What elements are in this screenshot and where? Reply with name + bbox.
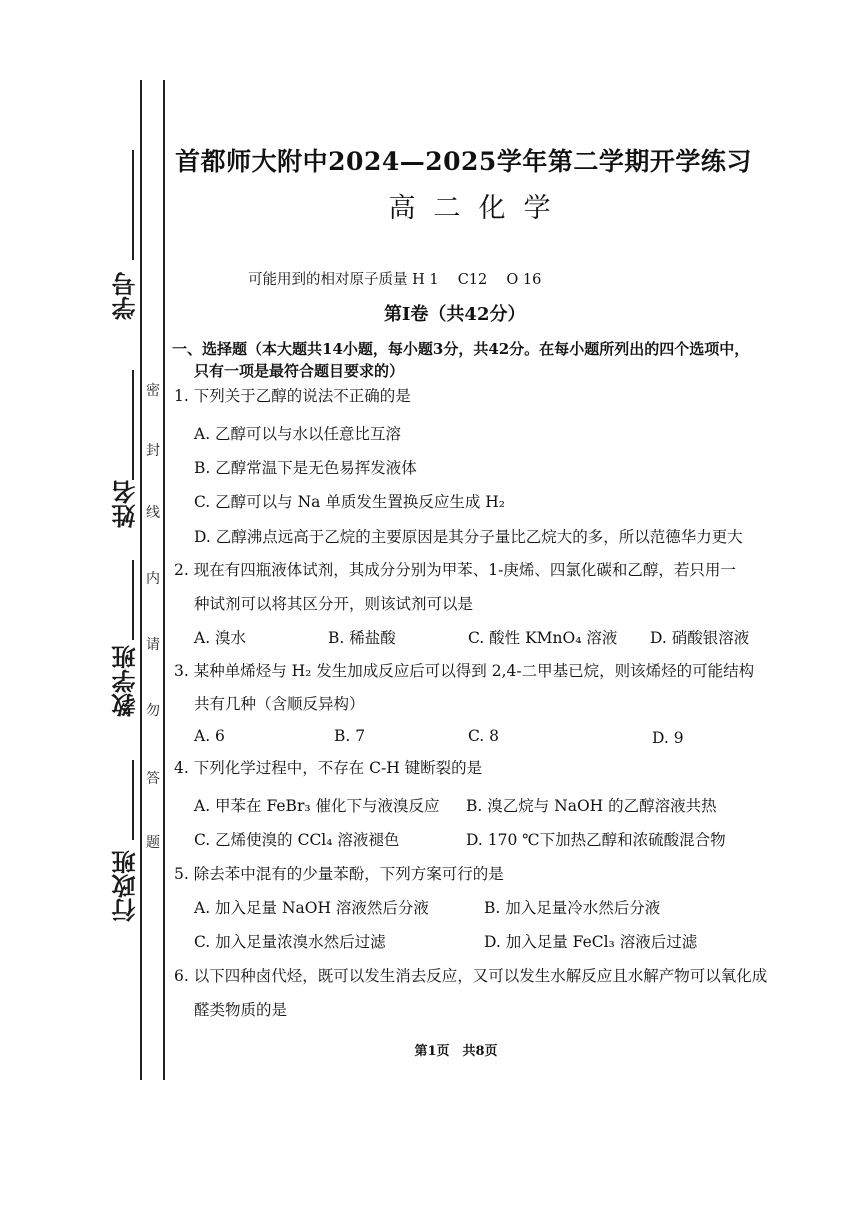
- q1-option-d: D. 乙醇沸点远高于乙烷的主要原因是其分子量比乙烷大的多，所以范德华力更大: [194, 528, 743, 546]
- binding-line-inner: [163, 80, 165, 1080]
- q3-option-b: B. 7: [334, 727, 366, 745]
- q5-option-b: B. 加入足量冷水然后分液: [484, 899, 661, 917]
- q6-stem-line-1: 6. 以下四种卤代烃，既可以发生消去反应，又可以发生水解反应且水解产物可以氧化成: [174, 967, 768, 985]
- seal-char-6: 勿: [146, 703, 160, 719]
- q2-stem-line-1: 2. 现在有四瓶液体试剂，其成分分别为甲苯、1-庚烯、四氯化碳和乙醇，若只用一: [174, 561, 736, 579]
- instructions-line-2: 只有一项是最符合题目要求的）: [194, 362, 405, 380]
- q2-option-c: C. 酸性 KMnO₄ 溶液: [468, 629, 618, 647]
- q4-option-d: D. 170 ℃下加热乙醇和浓硫酸混合物: [466, 831, 726, 849]
- q3-stem-line-2: 共有几种（含顺反异构）: [194, 695, 365, 713]
- admin-class-underline: [132, 760, 134, 840]
- teaching-class-label: 教学班: [111, 645, 140, 717]
- q6-stem-line-2: 醛类物质的是: [194, 1001, 288, 1019]
- seal-char-4: 内: [146, 571, 160, 587]
- admin-class-label: 行政班: [111, 850, 140, 922]
- name-label: 姓名: [111, 480, 140, 528]
- q1-stem: 1. 下列关于乙醇的说法不正确的是: [174, 387, 411, 405]
- name-underline: [132, 370, 134, 480]
- q5-option-a: A. 加入足量 NaOH 溶液然后分液: [194, 899, 429, 917]
- q4-stem: 4. 下列化学过程中，不存在 C-H 键断裂的是: [174, 759, 483, 777]
- section-heading: 第Ⅰ卷（共42分）: [384, 304, 526, 325]
- q1-option-a: A. 乙醇可以与水以任意比互溶: [194, 425, 402, 443]
- seal-char-7: 答: [146, 771, 160, 787]
- q2-option-a: A. 溴水: [194, 629, 247, 647]
- q3-option-a: A. 6: [194, 727, 225, 745]
- atomic-masses: 可能用到的相对原子质量 H 1 C12 O 16: [248, 272, 542, 288]
- exam-subject: 高二化学: [388, 193, 569, 224]
- q5-option-c: C. 加入足量浓溴水然后过滤: [194, 933, 386, 951]
- q3-stem-line-1: 3. 某种单烯烃与 H₂ 发生加成反应后可以得到 2,4-二甲基已烷，则该烯烃的可能结构: [174, 662, 755, 680]
- q5-stem: 5. 除去苯中混有的少量苯酚，下列方案可行的是: [174, 865, 504, 883]
- q1-option-b: B. 乙醇常温下是无色易挥发液体: [194, 459, 417, 477]
- seal-char-5: 请: [146, 637, 160, 653]
- page-number: 第1页 共8页: [414, 1044, 498, 1059]
- q4-option-a: A. 甲苯在 FeBr₃ 催化下与液溴反应: [194, 797, 440, 815]
- q3-option-c: C. 8: [468, 727, 500, 745]
- q3-option-d: D. 9: [652, 729, 684, 747]
- q2-stem-line-2: 种试剂可以将其区分开，则该试剂可以是: [194, 595, 474, 613]
- q2-option-d: D. 硝酸银溶液: [650, 629, 750, 647]
- q1-option-c: C. 乙醇可以与 Na 单质发生置换反应生成 H₂: [194, 493, 505, 511]
- instructions-line-1: 一、选择题（本大题共14小题，每小题3分，共42分。在每小题所列出的四个选项中，: [172, 340, 750, 358]
- q4-option-c: C. 乙烯使溴的 CCl₄ 溶液褪色: [194, 831, 400, 849]
- student-id-label: 学号: [111, 272, 140, 320]
- seal-char-8: 题: [146, 835, 160, 851]
- seal-char-1: 密: [146, 383, 160, 399]
- seal-char-2: 封: [146, 443, 160, 459]
- q2-option-b: B. 稀盐酸: [328, 629, 396, 647]
- teaching-class-underline: [132, 560, 134, 640]
- binding-line-outer: [140, 80, 142, 1080]
- q5-option-d: D. 加入足量 FeCl₃ 溶液后过滤: [484, 933, 698, 951]
- exam-title: 首都师大附中2024—2025学年第二学期开学练习: [175, 147, 752, 176]
- q4-option-b: B. 溴乙烷与 NaOH 的乙醇溶液共热: [466, 797, 717, 815]
- seal-char-3: 线: [146, 505, 160, 521]
